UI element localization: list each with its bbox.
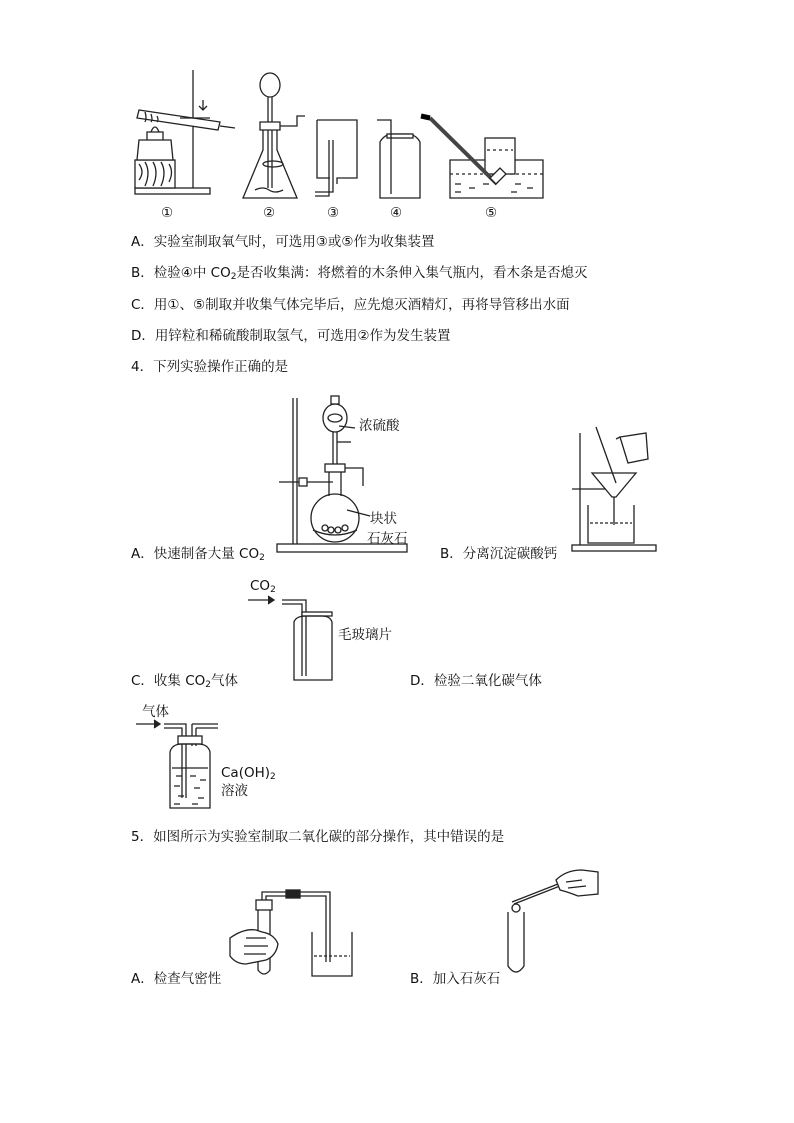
- q4-option-c: C．收集 $CO_2$气体: [131, 673, 239, 690]
- q4c-gas-bottle-figure: [246, 592, 346, 684]
- q4-option-d: D．检验二氧化碳气体: [410, 673, 542, 689]
- q4-option-a: A．快速制备大量 $CO_2$: [131, 546, 265, 563]
- q4d-limewater-figure: [134, 718, 234, 813]
- figure-label-3: ③: [327, 205, 340, 221]
- q3-option-d: D．用锌粒和稀硫酸制取氢气，可选用②作为发生装置: [131, 328, 451, 344]
- q5a-airtightness-figure: [226, 882, 356, 982]
- q3-option-c: C．用①、⑤制取并收集气体完毕后，应先熄灭酒精灯，再将导管移出水面: [131, 297, 570, 313]
- q5-option-b: B．加入石灰石: [410, 971, 501, 987]
- q4b-filtration-figure: [568, 425, 658, 555]
- label-solution: 溶液: [221, 783, 248, 799]
- label-caoh2: $Ca(OH)_2$: [221, 765, 276, 782]
- label-frosted-glass-plate: 毛玻璃片: [338, 627, 392, 643]
- q5-stem: 5．如图所示为实验室制取二氧化碳的部分操作，其中错误的是: [131, 829, 505, 845]
- q3-apparatus-figure: [125, 60, 555, 220]
- arrow-co2-label: $CO_2$: [250, 578, 276, 595]
- q3-option-b: B．检验④中 $CO_2$是否收集满：将燃着的木条伸入集气瓶内，看木条是否熄灭: [131, 265, 588, 282]
- q4-option-b: B．分离沉淀碳酸钙: [440, 546, 558, 562]
- q4-stem: 4．下列实验操作正确的是: [131, 359, 289, 375]
- label-conc-sulfuric-acid: 浓硫酸: [359, 418, 400, 434]
- label-lump: 块状: [370, 511, 397, 527]
- figure-label-5: ⑤: [485, 205, 498, 221]
- q5-option-a: A．检查气密性: [131, 971, 222, 987]
- q3-option-a: A．实验室制取氧气时，可选用③或⑤作为收集装置: [131, 234, 435, 250]
- label-limestone: 石灰石: [367, 531, 408, 547]
- label-gas: 气体: [142, 704, 169, 720]
- figure-label-2: ②: [263, 205, 276, 221]
- figure-label-4: ④: [390, 205, 403, 221]
- q5b-add-limestone-figure: [502, 862, 602, 982]
- figure-label-1: ①: [161, 205, 174, 221]
